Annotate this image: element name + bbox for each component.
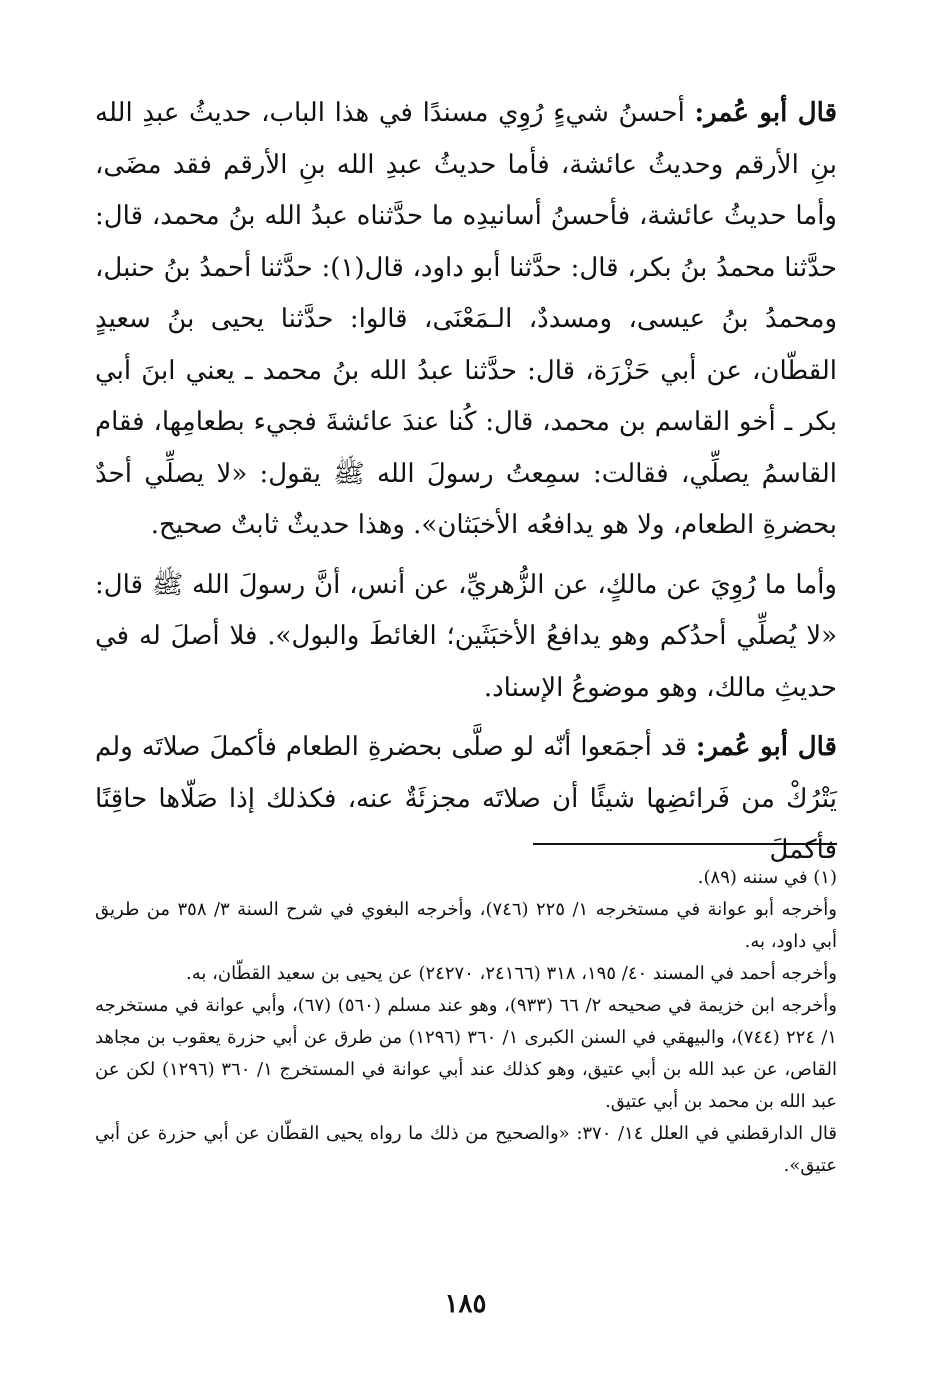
speaker-label: قال أبو عُمر: (694, 98, 837, 128)
page-number: ١٨٥ (444, 1289, 487, 1319)
paragraph-3 (95, 722, 837, 877)
footnote-line: وأخرجه أبو عوانة في مستخرجه ١/ ٢٢٥ (٧٤٦)، وأخرجه البغوي في شرح السنة ٣/ ٣٥٨ من طريق أبي داود، به. (95, 899, 837, 952)
paragraph-1 (95, 88, 837, 552)
paragraph-text: قد أجمَعوا أنّه لو صلَّى بحضرةِ الطعام فأكملَ صلاتَه ولم يَتْرُكْ من فَرائضِها شيئًا أن صلاتَه مجزئَةٌ عنه، فكذلك إذا صَلّاها حاقِنًا فأكملَ (95, 732, 837, 865)
main-text (95, 88, 837, 877)
paragraph-text: أحسنُ شيءٍ رُوِي مسندًا في هذا الباب، حديثُ عبدِ الله بنِ الأرقم وحديثُ عائشة، فأما حديثُ عبدِ الله بنِ الأرقم فقد مضَى، وأما حديثُ عائشة، فأحسنُ أسانيدِه ما حدَّثناه عبدُ الله بنُ محمد، قال: حدَّثنا محمدُ بنُ بكر، قال: حدَّثنا أبو داود، قال(١): حدَّثنا أحمدُ بنُ حنبل، ومحمدُ بنُ عيسى، ومسددٌ، الـمَعْنَى، قالوا: حدَّثنا يحيى بنُ سعيدٍ القطّان، عن أبي حَزْرَة، قال: حدَّثنا عبدُ الله بنُ محمد ـ يعني ابنَ أبي بكر ـ أخو القاسم بن محمد، قال: كُنا عندَ عائشةَ فجيء بطعامِها، فقام القاسمُ يصلِّي، فقالت: سمِعتُ رسولَ الله ﷺ يقول: «لا يصلِّي أحدٌ بحضرةِ الطعام، ولا هو يدافعُه الأخبَثان». وهذا حديثٌ ثابتٌ صحيح. (95, 98, 837, 540)
footnote-separator (533, 843, 837, 845)
footnote-line: وأخرجه ابن خزيمة في صحيحه ٢/ ٦٦ (٩٣٣)، وهو عند مسلم (٥٦٠) (٦٧)، وأبي عوانة في مستخرجه ١/ ٢٢٤ (٧٤٤)، والبيهقي في السنن الكبرى ١/ ٣٦٠ (١٢٩٦) من طرق عن أبي حزرة يعقوب بن مجاهد القاص، عن عبد الله بن أبي عتيق، وهو كذلك عند أبي عوانة في المستخرج ١/ ٣٦٠ (١٢٩٦) لكن عن عبد الله بن محمد بن أبي عتيق. (95, 995, 837, 1112)
footnote-1: (١) في سننه (٨٩). (697, 867, 837, 888)
paragraph-2: وأما ما رُوِيَ عن مالكٍ، عن الزُّهريِّ، عن أنس، أنَّ رسولَ الله ﷺ قال: «لا يُصلِّي أحدُكم وهو يدافعُ الأخبَثَين؛ الغائطَ والبول». فلا أصلَ له في حديثِ مالك، وهو موضوعُ الإسناد. (95, 569, 837, 703)
footnote-line: وأخرجه أحمد في المسند ٤٠/ ١٩٥، ٣١٨ (٢٤١٦٦، ٢٤٢٧٠) عن يحيى بن سعيد القطّان، به. (186, 963, 837, 984)
speaker-label: قال أبو عُمر: (695, 732, 837, 762)
footnote-line: قال الدارقطني في العلل ١٤/ ٣٧٠: «والصحيح من ذلك ما رواه يحيى القطّان عن أبي حزرة عن أبي عتيق». (95, 1123, 837, 1176)
footnotes (95, 862, 837, 1182)
